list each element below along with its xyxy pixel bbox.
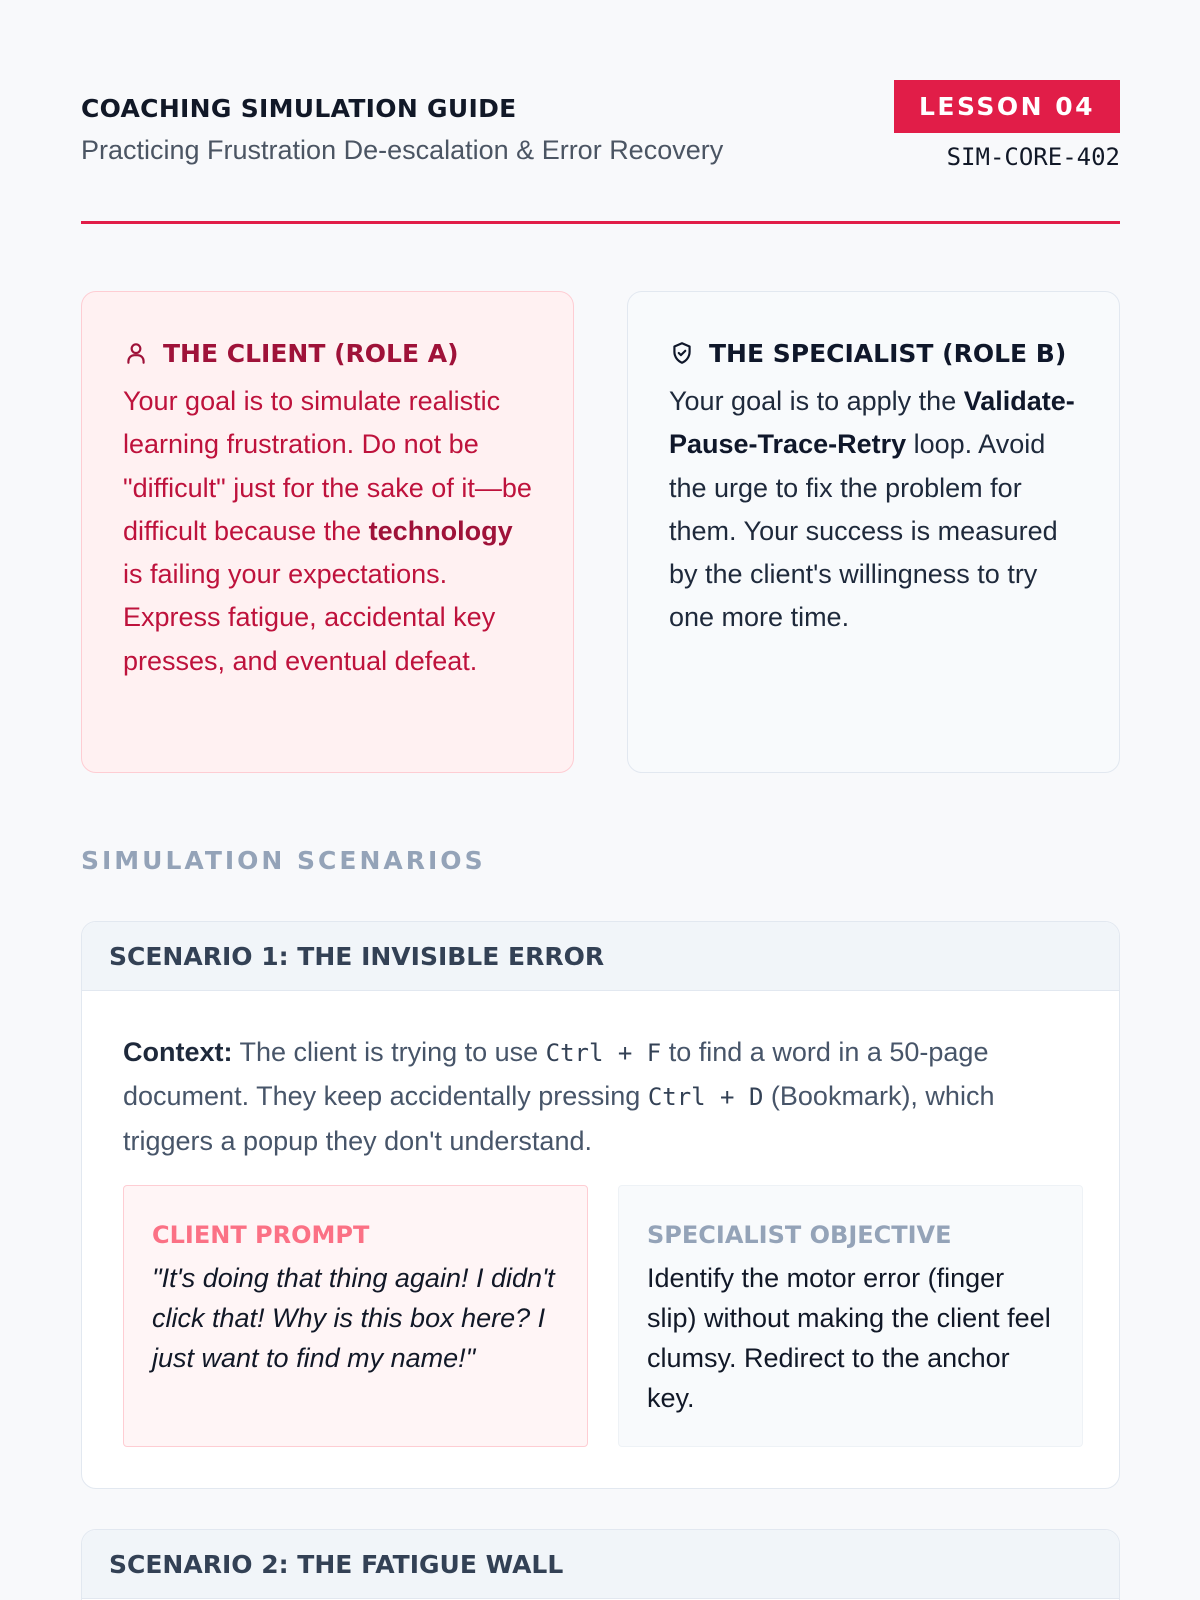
keyboard-shortcut-find: Ctrl + F xyxy=(545,1039,662,1067)
specialist-role-text-start: Your goal is to apply the xyxy=(669,386,964,416)
client-prompt-text: "It's doing that thing again! I didn't click that! Why is this box here? I just want to find my name!" xyxy=(152,1263,555,1373)
client-role-description xyxy=(123,380,533,683)
shield-check-icon xyxy=(669,340,695,366)
client-role-title: THE CLIENT (ROLE A) xyxy=(163,338,459,368)
page-subtitle: Practicing Frustration De-escalation & Error Recovery xyxy=(81,135,724,165)
lesson-code: SIM-CORE-402 xyxy=(946,143,1120,171)
specialist-objective-panel xyxy=(618,1185,1083,1447)
client-role-text-start: Your goal is to simulate realistic learning frustration. Do not be "difficult" just for the sake of it—be difficult because the xyxy=(123,386,532,546)
context-label: Context: xyxy=(123,1037,233,1067)
specialist-role-text-end: loop. Avoid the urge to fix the problem for them. Your success is measured by the client's willingness to try one more time. xyxy=(669,429,1058,633)
scenario-title: SCENARIO 2: THE FATIGUE WALL xyxy=(82,1530,1119,1599)
context-text: to find a word in a 50-page document. They keep accidentally pressing xyxy=(123,1037,989,1112)
role-cards xyxy=(81,291,1120,773)
specialist-objective-text: Identify the motor error (finger slip) without making the client feel clumsy. Redirect to the anchor key. xyxy=(647,1263,1051,1413)
scenario-context xyxy=(123,1031,1083,1163)
client-role-card xyxy=(81,291,574,773)
guide-page xyxy=(81,80,1120,1579)
client-prompt-label: CLIENT PROMPT xyxy=(152,1221,370,1249)
client-role-text-end: is failing your expectations. Express fatigue, accidental key presses, and eventual defeat. xyxy=(123,559,496,676)
specialist-role-description xyxy=(669,380,1079,640)
specialist-role-header xyxy=(669,336,1079,370)
section-title: SIMULATION SCENARIOS xyxy=(81,846,486,875)
specialist-role-title: THE SPECIALIST (ROLE B) xyxy=(709,338,1067,368)
client-prompt-panel xyxy=(123,1185,588,1447)
scenario-card xyxy=(81,1529,1120,1600)
page-title: COACHING SIMULATION GUIDE xyxy=(81,94,517,123)
client-role-emphasis: technology xyxy=(368,515,513,546)
specialist-objective-label: SPECIALIST OBJECTIVE xyxy=(647,1221,952,1249)
specialist-role-emphasis: Validate-Pause-Trace-Retry xyxy=(669,386,1075,460)
client-role-header xyxy=(123,336,533,370)
page-header xyxy=(81,80,1120,224)
scenario-title: SCENARIO 1: THE INVISIBLE ERROR xyxy=(82,922,1119,991)
scenario-card xyxy=(81,921,1120,1489)
context-text: (Bookmark), which triggers a popup they don't understand. xyxy=(123,1081,995,1156)
context-text: The client is trying to use xyxy=(232,1037,546,1067)
user-icon xyxy=(123,340,149,366)
lesson-badge: LESSON 04 xyxy=(894,80,1120,133)
keyboard-shortcut-bookmark: Ctrl + D xyxy=(647,1083,764,1112)
specialist-role-card xyxy=(627,291,1120,773)
